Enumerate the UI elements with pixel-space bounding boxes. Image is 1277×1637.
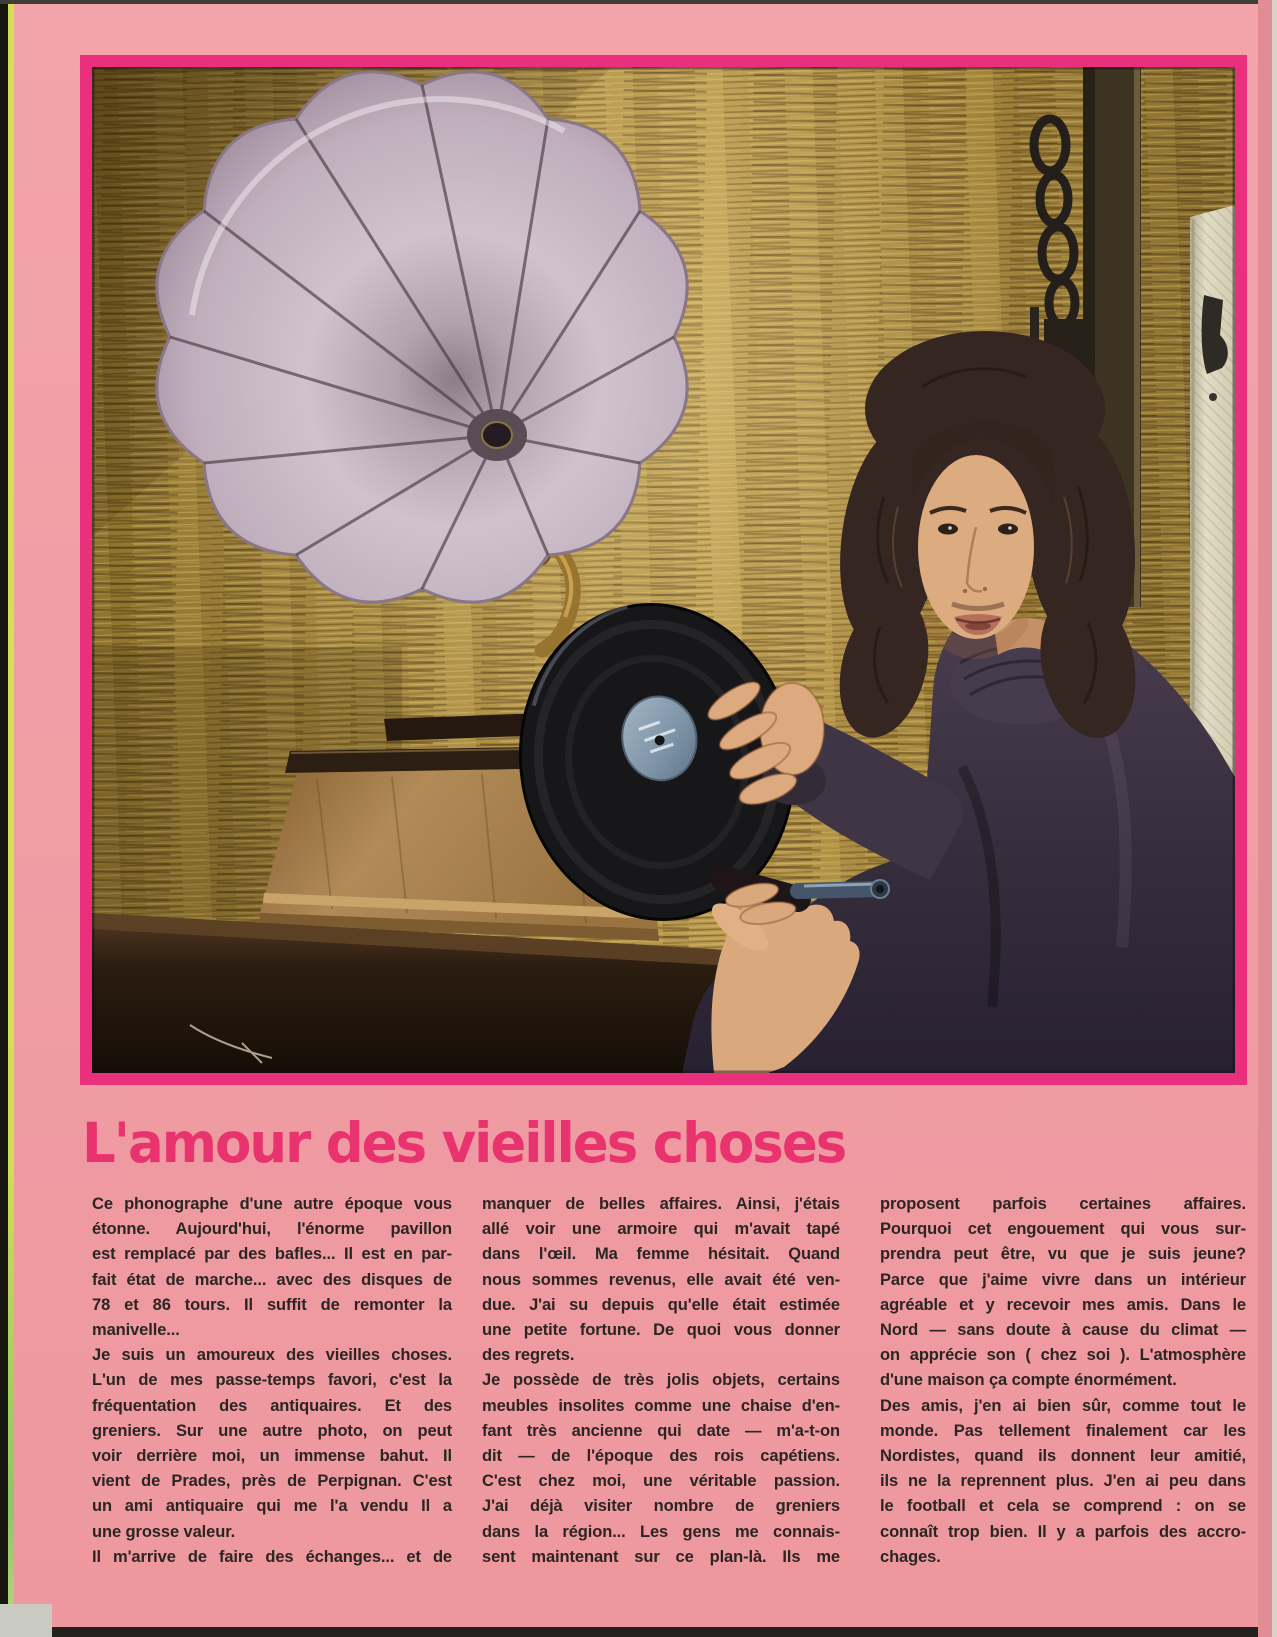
text-line: Nord — sans doute à cause du climat — — [880, 1321, 1246, 1340]
photo-illustration — [92, 67, 1235, 1073]
text-line: Ce phonographe d'une autre époque vous — [92, 1195, 452, 1213]
scan-edge-right — [1272, 0, 1277, 1637]
text-line: J'ai déjà visiter nombre de greniers — [482, 1497, 840, 1516]
text-line: Je possède de très jolis objets, certains — [482, 1371, 840, 1390]
text-line: L'un de mes passe-temps favori, c'est la — [92, 1371, 452, 1390]
text-line: dans l'œil. Ma femme hésitait. Quand — [482, 1245, 840, 1264]
text-line: meubles insolites comme une chaise d'en- — [482, 1396, 840, 1415]
text-line: manivelle... — [92, 1321, 180, 1340]
text-line: C'est chez moi, une véritable passion. — [482, 1472, 840, 1491]
text-line: due. J'ai su depuis qu'elle était estimée — [482, 1295, 840, 1314]
text-line: fant très ancienne qui date — m'a-t-on — [482, 1421, 840, 1440]
scan-edge-left — [0, 0, 8, 1637]
text-line: dans la région... Les gens me connais- — [482, 1522, 840, 1541]
article-column-3 — [880, 1192, 1246, 1570]
text-line: agréable et y recevoir mes amis. Dans le — [880, 1295, 1246, 1314]
article-column-2 — [482, 1192, 840, 1570]
text-line: on apprécie son ( chez soi ). L'atmosphère — [880, 1346, 1246, 1365]
gramophone-horn — [157, 72, 687, 602]
text-line: voir derrière moi, un immense bahut. Il — [92, 1447, 452, 1466]
article-column-1 — [92, 1192, 452, 1570]
text-line: vient de Prades, près de Perpignan. C'est — [92, 1472, 452, 1491]
scan-edge-top — [0, 0, 1277, 4]
text-line: greniers. Sur une autre photo, on peut — [92, 1421, 452, 1440]
magazine-photo — [80, 55, 1247, 1085]
text-line: fréquentation des antiquaires. Et des — [92, 1396, 452, 1415]
text-line: manquer de belles affaires. Ainsi, j'étais — [482, 1195, 840, 1213]
text-line: dit — de l'époque des rois capétiens. — [482, 1447, 840, 1466]
text-line: connaît trop bien. Il y a parfois des accro- — [880, 1522, 1246, 1541]
text-line: sent maintenant sur ce plan-là. Ils me — [482, 1547, 840, 1566]
text-line: étonne. Aujourd'hui, l'énorme pavillon — [92, 1220, 452, 1239]
text-line: un ami antiquaire qui me l'a vendu Il a — [92, 1497, 452, 1516]
text-line: ils ne la reprennent plus. J'en ai peu dans — [880, 1472, 1246, 1491]
text-line: est remplacé par des bafles... Il est en par- — [92, 1245, 452, 1264]
text-line: 78 et 86 tours. Il suffit de remonter la — [92, 1295, 452, 1314]
text-line: Pourquoi cet engouement qui vous sur- — [880, 1220, 1246, 1239]
scan-edge-bottom — [52, 1627, 1277, 1637]
text-line: allé voir une armoire qui m'avait tapé — [482, 1220, 840, 1239]
text-line: une petite fortune. De quoi vous donner — [482, 1321, 840, 1340]
text-line: proposent parfois certaines affaires. — [880, 1195, 1246, 1213]
text-line: fait état de marche... avec des disques de — [92, 1270, 452, 1289]
scan-edge-left-yellow — [8, 0, 14, 1637]
scan-edge-right-band — [1258, 0, 1272, 1637]
text-line: chages. — [880, 1547, 941, 1566]
text-line: Parce que j'aime vivre dans un intérieur — [880, 1270, 1246, 1289]
text-line: Nordistes, quand ils donnent leur amitié, — [880, 1447, 1246, 1466]
scan-corner-bottom-left — [0, 1604, 52, 1637]
text-line: d'une maison ça compte énormément. — [880, 1371, 1177, 1390]
text-line: monde. Pas tellement finalement car les — [880, 1421, 1246, 1440]
text-line: Des amis, j'en ai bien sûr, comme tout le — [880, 1396, 1246, 1415]
text-line: le football et cela se comprend : on se — [880, 1497, 1246, 1516]
text-line: des regrets. — [482, 1346, 575, 1365]
text-line: Je suis un amoureux des vieilles choses. — [92, 1346, 452, 1365]
article-title: L'amour des vieilles choses — [82, 1112, 846, 1176]
text-line: une grosse valeur. — [92, 1522, 236, 1541]
text-line: prendra peut être, vu que je suis jeune? — [880, 1245, 1246, 1264]
text-line: Il m'arrive de faire des échanges... et de — [92, 1547, 452, 1566]
text-line: nous sommes revenus, elle avait été ven- — [482, 1270, 840, 1289]
